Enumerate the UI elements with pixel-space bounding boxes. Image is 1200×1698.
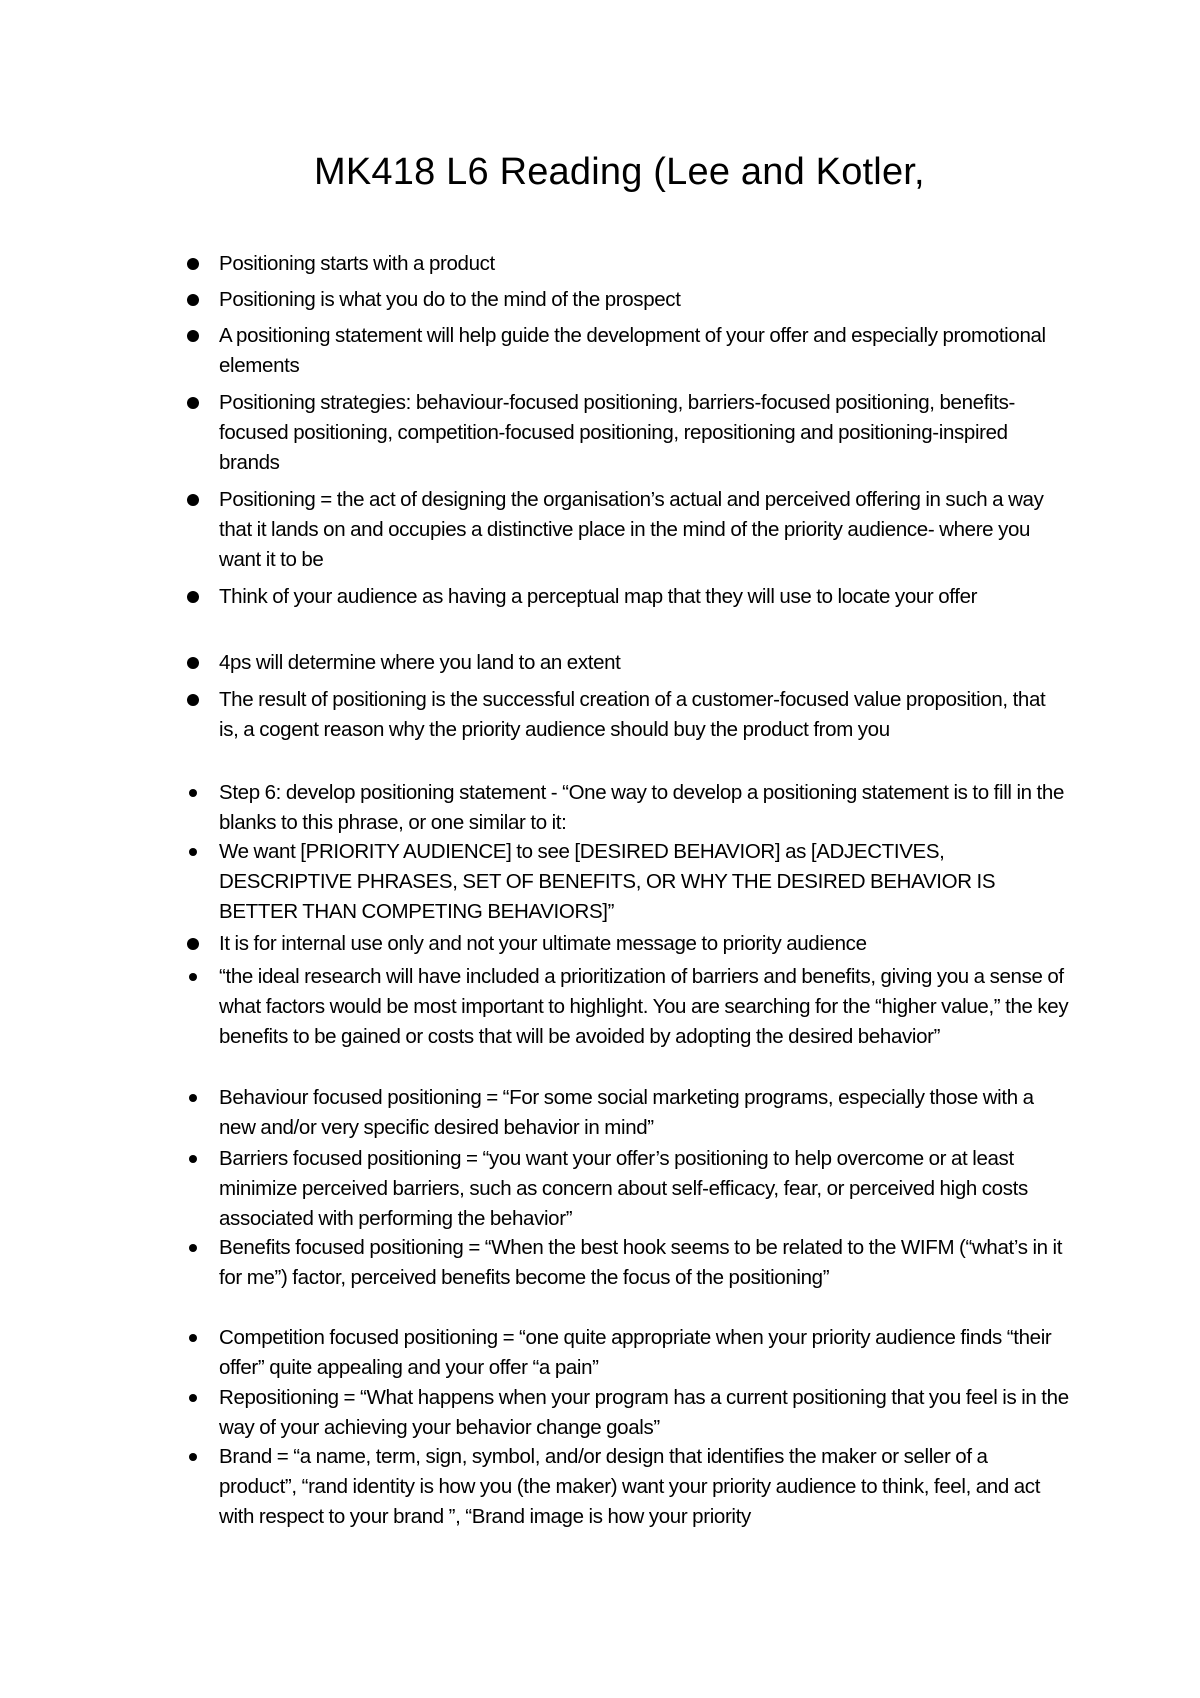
bullet-icon: [187, 657, 199, 669]
list-item-text: Step 6: develop positioning statement - “One way to develop a positioning statement is to fill in the blanks to this phrase, or one similar to it:: [219, 781, 1064, 834]
list-item: [219, 648, 1069, 678]
list-item-text: Positioning is what you do to the mind of the prospect: [219, 288, 681, 311]
bullet-icon: [187, 397, 199, 409]
list-item: [219, 1083, 1069, 1143]
list-item: [219, 249, 1069, 279]
list-item-text: 4ps will determine where you land to an extent: [219, 651, 621, 674]
list-item-text: It is for internal use only and not your ultimate message to priority audience: [219, 932, 867, 955]
list-item: [219, 388, 1069, 478]
list-item-text: Think of your audience as having a perceptual map that they will use to locate your offer: [219, 585, 978, 608]
list-item-text: A positioning statement will help guide the development of your offer and especially promotional elements: [219, 324, 1046, 377]
list-item: [219, 962, 1069, 1052]
bullet-icon: [189, 1394, 197, 1402]
list-item-text: Positioning = the act of designing the organisation’s actual and perceived offering in such a way that it lands on and occupies a distinctive place in the mind of the priority audience- where you want it to be: [219, 488, 1044, 571]
list-item: [219, 582, 1069, 612]
list-item-text: We want [PRIORITY AUDIENCE] to see [DESIRED BEHAVIOR] as [ADJECTIVES, DESCRIPTIVE PHRASES, SET OF BENEFITS, OR WHY THE DESIRED BEHAVIOR IS BETTER THAN COMPETING BEHAVIORS]”: [219, 840, 996, 923]
bullet-icon: [187, 494, 199, 506]
list-item-text: Brand = “a name, term, sign, symbol, and/or design that identifies the maker or seller of a product”, “rand identity is how you (the maker) want your priority audience to think, feel, and act with respect to your brand ”, “Brand image is how your priority: [219, 1445, 1041, 1528]
list-item-text: Repositioning = “What happens when your program has a current positioning that you feel is in the way of your achieving your behavior change goals”: [219, 1386, 1069, 1439]
list-item: [219, 1383, 1069, 1443]
list-item: [219, 685, 1069, 745]
bullet-icon: [189, 1094, 197, 1102]
bullet-icon: [187, 591, 199, 603]
bullet-icon: [189, 1244, 197, 1252]
bullet-icon: [187, 294, 199, 306]
document-title: MK418 L6 Reading (Lee and Kotler,: [314, 151, 925, 193]
list-item-text: “the ideal research will have included a prioritization of barriers and benefits, giving you a sense of what factors would be most important to highlight. You are searching for the “higher value,” the key benefits to be gained or costs that will be avoided by adopting the desired behavior”: [219, 965, 1069, 1048]
list-item: [219, 1323, 1069, 1383]
list-item: [219, 1144, 1069, 1234]
list-item-text: The result of positioning is the successful creation of a customer-focused value proposition, that is, a cogent reason why the priority audience should buy the product from you: [219, 688, 1046, 741]
bullet-icon: [187, 330, 199, 342]
list-item-text: Positioning strategies: behaviour-focused positioning, barriers-focused positioning, benefits-focused positioning, competition-focused positioning, repositioning and positioning-inspired brands: [219, 391, 1015, 474]
list-item: [219, 837, 1069, 927]
bullet-icon: [187, 694, 199, 706]
list-item: [219, 778, 1069, 838]
list-item-text: Behaviour focused positioning = “For some social marketing programs, especially those with a new and/or very specific desired behavior in mind”: [219, 1086, 1034, 1139]
list-item-text: Barriers focused positioning = “you want your offer’s positioning to help overcome or at least minimize perceived barriers, such as concern about self-efficacy, fear, or perceived high costs associated with performing the behavior”: [219, 1147, 1028, 1230]
list-item: [219, 321, 1069, 381]
bullet-icon: [189, 1155, 197, 1163]
list-item-text: Benefits focused positioning = “When the best hook seems to be related to the WIFM (“what’s in it for me”) factor, perceived benefits become the focus of the positioning”: [219, 1236, 1063, 1289]
bullet-icon: [189, 789, 197, 797]
list-item: [219, 285, 1069, 315]
bullet-icon: [187, 938, 199, 950]
bullet-icon: [189, 1334, 197, 1342]
bullet-icon: [189, 1453, 197, 1461]
list-item: [219, 485, 1069, 575]
bullet-icon: [189, 973, 197, 981]
list-item: [219, 1442, 1069, 1532]
list-item-text: Positioning starts with a product: [219, 252, 495, 275]
list-item-text: Competition focused positioning = “one quite appropriate when your priority audience finds “their offer” quite appealing and your offer “a pain”: [219, 1326, 1052, 1379]
bullet-icon: [187, 258, 199, 270]
bullet-icon: [189, 848, 197, 856]
list-item: [219, 1233, 1069, 1293]
list-item: [219, 929, 1069, 959]
